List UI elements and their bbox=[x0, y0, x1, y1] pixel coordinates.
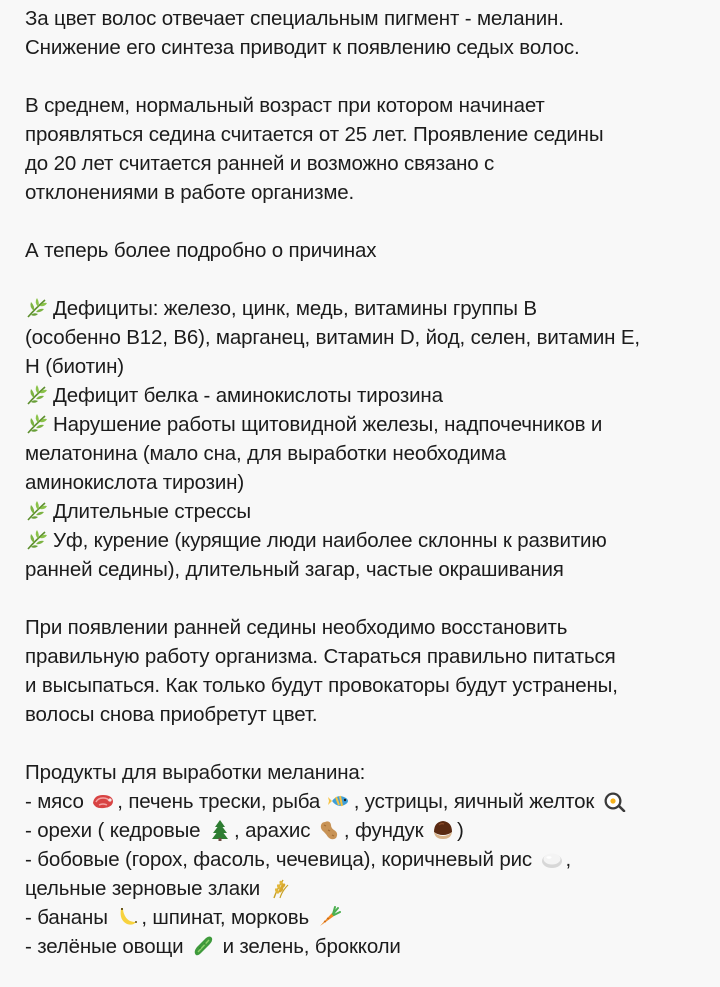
cause-item: Дефицит белка - аминокислоты тирозина bbox=[25, 381, 702, 410]
carrot-icon bbox=[317, 906, 341, 928]
food-item: - бобовые (горох, фасоль, чечевица), коричневый рис , bbox=[25, 848, 572, 871]
text-line: до 20 лет считается ранней и возможно связано с bbox=[25, 152, 495, 175]
herb-icon bbox=[25, 297, 49, 319]
text-line: и высыпаться. Как только будут провокаторы будут устранены, bbox=[25, 674, 618, 697]
meat-icon bbox=[91, 790, 115, 812]
paragraph-gap bbox=[25, 62, 702, 91]
evergreen-tree-icon bbox=[208, 819, 232, 841]
cause-item: Нарушение работы щитовидной железы, надпочечников и bbox=[25, 410, 702, 439]
cause-item: Уф, курение (курящие люди наиболее склонны к развитию bbox=[25, 526, 702, 555]
food-item: - бананы , шпинат, морковь bbox=[25, 903, 702, 932]
text-line: ранней седины), длительный загар, частые окрашивания bbox=[25, 558, 564, 581]
paragraph-gap bbox=[25, 207, 702, 236]
rice-ball-icon bbox=[540, 848, 564, 870]
text-line: отклонениями в работе организме. bbox=[25, 181, 355, 204]
food-item: - зелёные овощи и зелень, брокколи bbox=[25, 935, 401, 958]
text-line: (особенно B12, B6), марганец, витамин D, йод, селен, витамин E, bbox=[25, 326, 640, 349]
food-item: цельные зерновые злаки bbox=[25, 874, 702, 903]
peanut-icon bbox=[318, 819, 342, 841]
text-line: аминокислота тирозин) bbox=[25, 471, 244, 494]
herb-icon bbox=[25, 384, 49, 406]
paragraph-gap bbox=[25, 265, 702, 294]
text-line: При появлении ранней седины необходимо восстановить bbox=[25, 616, 568, 639]
tropical-fish-icon bbox=[328, 790, 352, 812]
cucumber-icon bbox=[191, 935, 215, 957]
text-line: H (биотин) bbox=[25, 355, 124, 378]
fried-egg-icon bbox=[602, 790, 626, 812]
text-line: проявляться седина считается от 25 лет. Проявление седины bbox=[25, 123, 604, 146]
banana-icon bbox=[115, 906, 139, 928]
paragraph-gap bbox=[25, 584, 702, 613]
paragraph-gap bbox=[25, 729, 702, 758]
cause-item: Дефициты: железо, цинк, медь, витамины группы B bbox=[25, 294, 702, 323]
text-line: А теперь более подробно о причинах bbox=[25, 239, 377, 262]
chestnut-icon bbox=[431, 819, 455, 841]
text-line: Снижение его синтеза приводит к появлению седых волос. bbox=[25, 36, 580, 59]
herb-icon bbox=[25, 413, 49, 435]
food-item: - мясо , печень трески, рыба , устрицы, яичный желток bbox=[25, 787, 702, 816]
cause-item: Длительные стрессы bbox=[25, 497, 702, 526]
grain-icon bbox=[268, 877, 292, 899]
food-item: - орехи ( кедровые , арахис , фундук ) bbox=[25, 819, 464, 842]
text-line: В среднем, нормальный возраст при котором начинает bbox=[25, 94, 545, 117]
text-line: волосы снова приобретут цвет. bbox=[25, 703, 318, 726]
text-line: За цвет волос отвечает специальным пигмент - меланин. bbox=[25, 7, 564, 30]
herb-icon bbox=[25, 500, 49, 522]
herb-icon bbox=[25, 529, 49, 551]
text-line: правильную работу организма. Стараться правильно питаться bbox=[25, 645, 616, 668]
foods-title: Продукты для выработки меланина: bbox=[25, 761, 366, 784]
text-line: мелатонина (мало сна, для выработки необходима bbox=[25, 442, 506, 465]
